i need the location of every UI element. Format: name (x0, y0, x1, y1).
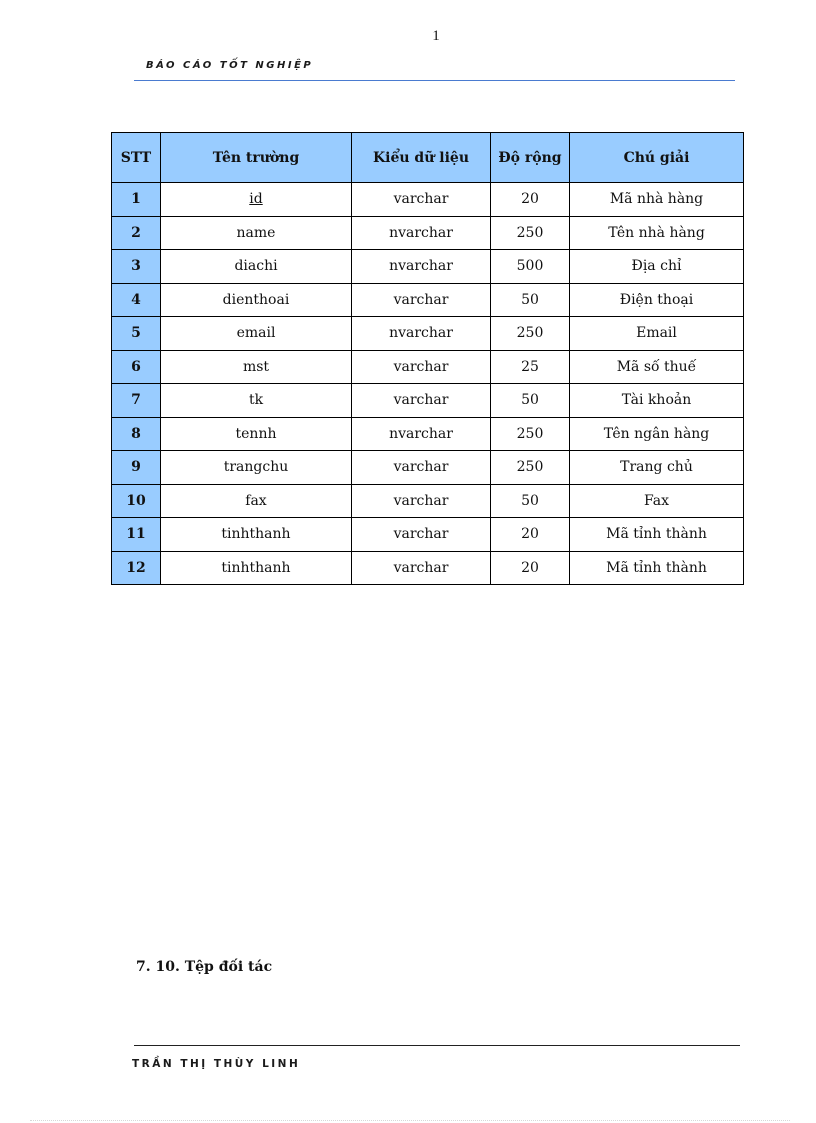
row-note: Tên nhà hàng (570, 216, 744, 250)
footer-author-name: TRẦN THỊ THÙY LINH (132, 1058, 301, 1070)
report-header-title: BÁO CÁO TỐT NGHIỆP (146, 60, 314, 71)
row-note: Mã số thuế (570, 350, 744, 384)
row-field-name: fax (161, 484, 352, 518)
primary-key-field: id (249, 191, 263, 208)
table-row (112, 283, 744, 317)
column-header-field-name: Tên trường (161, 133, 352, 183)
section-heading: 7. 10. Tệp đối tác (136, 959, 273, 975)
footer-divider (134, 1045, 740, 1046)
row-data-type: varchar (352, 451, 491, 485)
header-divider (134, 80, 735, 81)
page-bottom-edge (30, 1120, 790, 1121)
field-definition-table (111, 132, 744, 585)
row-stt: 1 (112, 183, 161, 217)
table-row (112, 250, 744, 284)
row-stt: 2 (112, 216, 161, 250)
column-header-data-type: Kiểu dữ liệu (352, 133, 491, 183)
table-row (112, 183, 744, 217)
row-width: 25 (491, 350, 570, 384)
row-note: Mã nhà hàng (570, 183, 744, 217)
row-data-type: varchar (352, 384, 491, 418)
table-row (112, 350, 744, 384)
row-data-type: nvarchar (352, 216, 491, 250)
table-row (112, 384, 744, 418)
table-row (112, 451, 744, 485)
row-field-name: dienthoai (161, 283, 352, 317)
row-width: 50 (491, 384, 570, 418)
row-note: Mã tỉnh thành (570, 518, 744, 552)
row-width: 250 (491, 317, 570, 351)
row-width: 20 (491, 183, 570, 217)
row-stt: 7 (112, 384, 161, 418)
column-header-width: Độ rộng (491, 133, 570, 183)
row-stt: 3 (112, 250, 161, 284)
row-field-name: tinhthanh (161, 551, 352, 585)
row-field-name: tinhthanh (161, 518, 352, 552)
row-stt: 6 (112, 350, 161, 384)
row-data-type: varchar (352, 484, 491, 518)
row-data-type: varchar (352, 518, 491, 552)
row-note: Địa chỉ (570, 250, 744, 284)
row-stt: 5 (112, 317, 161, 351)
row-width: 250 (491, 451, 570, 485)
row-width: 50 (491, 484, 570, 518)
row-stt: 4 (112, 283, 161, 317)
row-data-type: varchar (352, 551, 491, 585)
column-header-note: Chú giải (570, 133, 744, 183)
row-stt: 12 (112, 551, 161, 585)
row-note: Trang chủ (570, 451, 744, 485)
row-data-type: nvarchar (352, 250, 491, 284)
row-stt: 10 (112, 484, 161, 518)
row-data-type: varchar (352, 350, 491, 384)
row-stt: 9 (112, 451, 161, 485)
row-note: Tài khoản (570, 384, 744, 418)
table-header-row (112, 133, 744, 183)
row-note: Điện thoại (570, 283, 744, 317)
row-note: Tên ngân hàng (570, 417, 744, 451)
row-width: 500 (491, 250, 570, 284)
row-width: 20 (491, 518, 570, 552)
table-row (112, 518, 744, 552)
row-data-type: nvarchar (352, 317, 491, 351)
page-number: 1 (432, 28, 440, 44)
row-width: 50 (491, 283, 570, 317)
row-note: Mã tỉnh thành (570, 551, 744, 585)
table-row (112, 216, 744, 250)
row-field-name: tk (161, 384, 352, 418)
row-data-type: varchar (352, 283, 491, 317)
row-field-name: mst (161, 350, 352, 384)
row-width: 250 (491, 216, 570, 250)
row-field-name: email (161, 317, 352, 351)
row-width: 20 (491, 551, 570, 585)
table-row (112, 317, 744, 351)
row-field-name (161, 183, 352, 217)
row-width: 250 (491, 417, 570, 451)
table-row (112, 484, 744, 518)
table-row (112, 551, 744, 585)
row-note: Fax (570, 484, 744, 518)
column-header-stt: STT (112, 133, 161, 183)
row-field-name: diachi (161, 250, 352, 284)
row-data-type: varchar (352, 183, 491, 217)
row-field-name: tennh (161, 417, 352, 451)
table-row (112, 417, 744, 451)
row-field-name: name (161, 216, 352, 250)
row-stt: 11 (112, 518, 161, 552)
row-note: Email (570, 317, 744, 351)
row-field-name: trangchu (161, 451, 352, 485)
row-stt: 8 (112, 417, 161, 451)
row-data-type: nvarchar (352, 417, 491, 451)
